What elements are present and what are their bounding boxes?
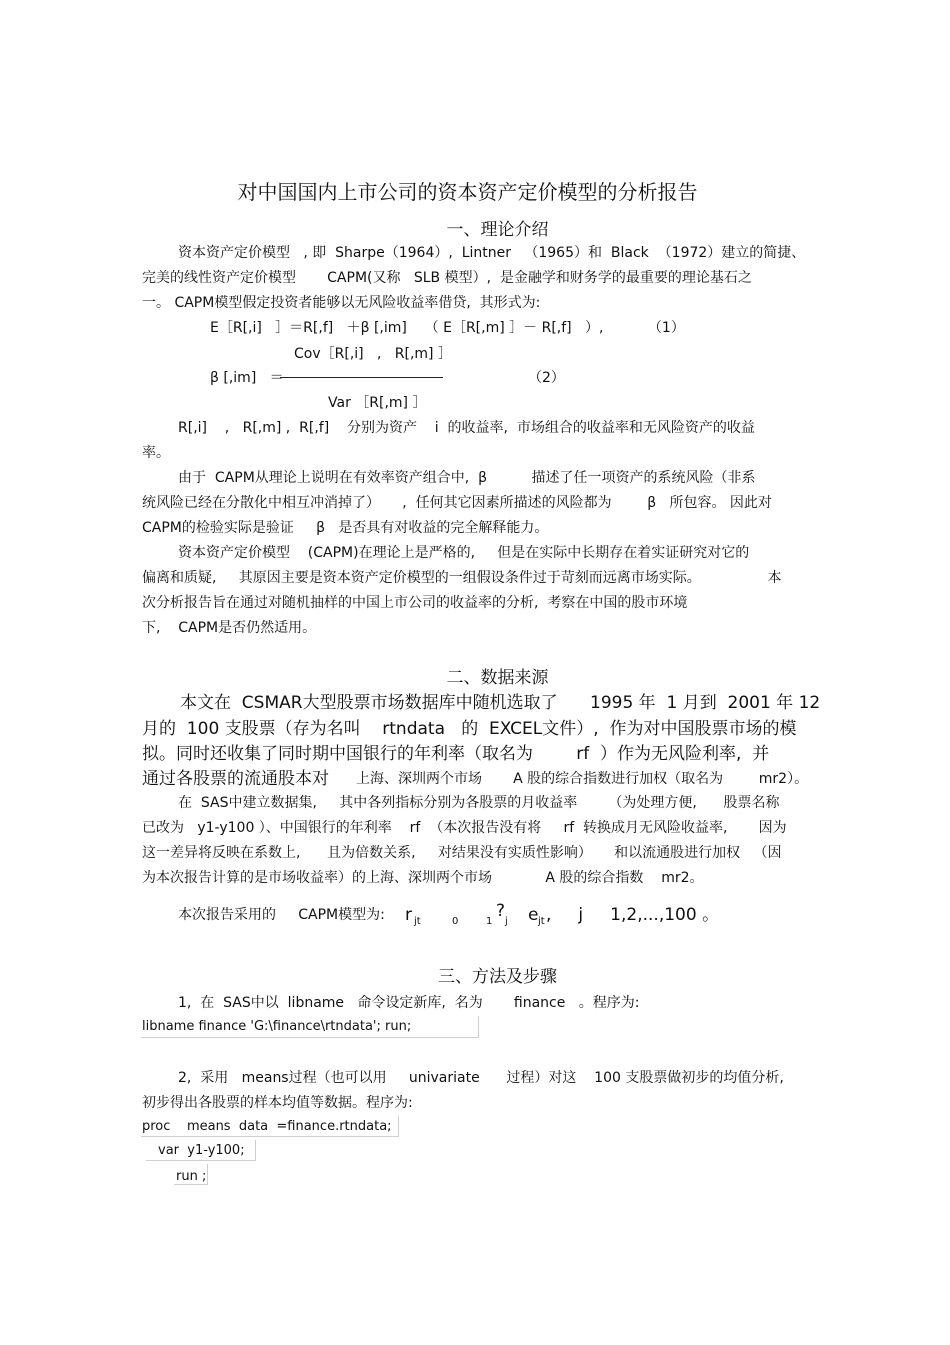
paragraph-line: 完美的线性资产定价模型 CAPM(又称 SLB 模型）, 是金融学和财务学的最重要的理论基石之 (142, 270, 752, 286)
paragraph-line: 拟。同时还收集了同时期中国银行的年利率（取名为 rf ）作为无风险利率, 并 (142, 744, 770, 764)
model-index-range: , j 1,2,...,100 。 (546, 905, 720, 925)
paragraph-line: CAPM的检验实际是验证 β 是否具有对收益的完全解释能力。 (142, 520, 549, 536)
document-title: 对中国国内上市公司的资本资产定价模型的分析报告 (237, 180, 698, 204)
step-2-line: 2, 采用 means过程（也可以用 univariate 过程）对这 100 支股票做初步的均值分析, (178, 1070, 784, 1086)
section-heading-data-source: 二、数据来源 (446, 668, 549, 688)
code-libname: libname finance 'G:\finance\rtndata'; run; (142, 1019, 412, 1034)
paragraph-line: 已改为 y1-y100 ）、中国银行的年利率 rf （本次报告没有将 rf 转换成月无风险收益率, 因为 (142, 820, 787, 836)
equation-2-numerator: Cov［R[,i] , R[,m] ］ (294, 346, 452, 362)
paragraph-line: 资本资产定价模型 , 即 Sharpe（1964）, Lintner （1965）和 Black （1972）建立的简捷、 (178, 245, 806, 261)
model-e: e (528, 905, 539, 925)
paragraph-line: 月的 100 支股票（存为名叫 rtndata 的 EXCEL文件）, 作为对中国股票市场的模 (142, 719, 797, 739)
code-proc-means: proc means data =finance.rtndata; (142, 1119, 392, 1134)
step-2-line: 初步得出各股票的样本均值等数据。程序为: (142, 1095, 413, 1111)
paragraph-line: 由于 CAPM从理论上说明在有效率资产组合中, β 描述了任一项资产的系统风险（非系 (178, 470, 756, 486)
paragraph-line: 一。 CAPM模型假定投资者能够以无风险收益率借贷, 其形式为: (142, 295, 541, 311)
model-sub-jt: jt (414, 916, 421, 927)
model-sub-ejt: jt (538, 916, 545, 927)
paragraph-line: 这一差异将反映在系数上, 且为倍数关系, 对结果没有实质性影响） 和以流通股进行加权 （因 (142, 845, 782, 861)
paragraph-line: 本文在 CSMAR大型股票市场数据库中随机选取了 1995 年 1 月到 2001 年 12 (180, 693, 821, 713)
code-run: run ; (176, 1169, 207, 1184)
section-heading-method: 三、方法及步骤 (438, 967, 557, 987)
equation-2-number: （2） (528, 370, 565, 386)
paragraph-line: 通过各股票的流通股本对 (142, 769, 329, 789)
paragraph-line: 在 SAS中建立数据集, 其中各列指标分别为各股票的月收益率 （为处理方便, 股票名称 (178, 795, 780, 811)
step-1: 1, 在 SAS中以 libname 命令设定新库, 名为 finance 。程序为: (178, 995, 640, 1011)
paragraph-line: 为本次报告计算的是市场收益率）的上海、深圳两个市场 A 股的综合指数 mr2。 (142, 870, 704, 886)
model-unknown-symbol: ? (496, 901, 506, 921)
section-heading-theory: 一、理论介绍 (446, 220, 549, 240)
model-r: r (405, 905, 412, 925)
fraction-bar (280, 377, 443, 378)
equation-1: E［R[,i] ］＝R[,f] ＋β [,im] （ E［R[,m] ］－ R[,f] ）, （1） (210, 320, 685, 336)
equation-2-denominator: Var ［R[,m] ］ (328, 395, 427, 411)
paragraph-line: 次分析报告旨在通过对随机抽样的中国上市公司的收益率的分析, 考察在中国的股市环境 (142, 595, 688, 611)
paragraph-line: R[,i] , R[,m] , R[,f] 分别为资产 i 的收益率, 市场组合的收益率和无风险资产的收益 (178, 420, 755, 436)
model-lead: 本次报告采用的 CAPM模型为: (178, 907, 385, 923)
equation-2-lhs: β [,im] ＝ (210, 370, 284, 386)
paragraph-line: 上海、深圳两个市场 A 股的综合指数进行加权（取名为 mr2）。 (356, 771, 809, 787)
paragraph-line: 下, CAPM是否仍然适用。 (142, 620, 317, 636)
paragraph-line: 资本资产定价模型 (CAPM)在理论上是严格的, 但是在实际中长期存在着实证研究对它的 (178, 545, 750, 561)
model-beta-one: 1 (486, 916, 493, 927)
paragraph-line: 统风险已经在分散化中相互冲消掉了） , 任何其它因素所描述的风险都为 β 所包容。 因此对 (142, 495, 772, 511)
paragraph-line: 偏离和质疑, 其原因主要是资本资产定价模型的一组假设条件过于苛刻而远离市场实际。 本 (142, 570, 782, 586)
model-sub-j: j (505, 916, 508, 927)
model-alpha-zero: 0 (452, 916, 459, 927)
code-var: var y1-y100; (158, 1143, 245, 1158)
paragraph-line: 率。 (142, 445, 170, 461)
